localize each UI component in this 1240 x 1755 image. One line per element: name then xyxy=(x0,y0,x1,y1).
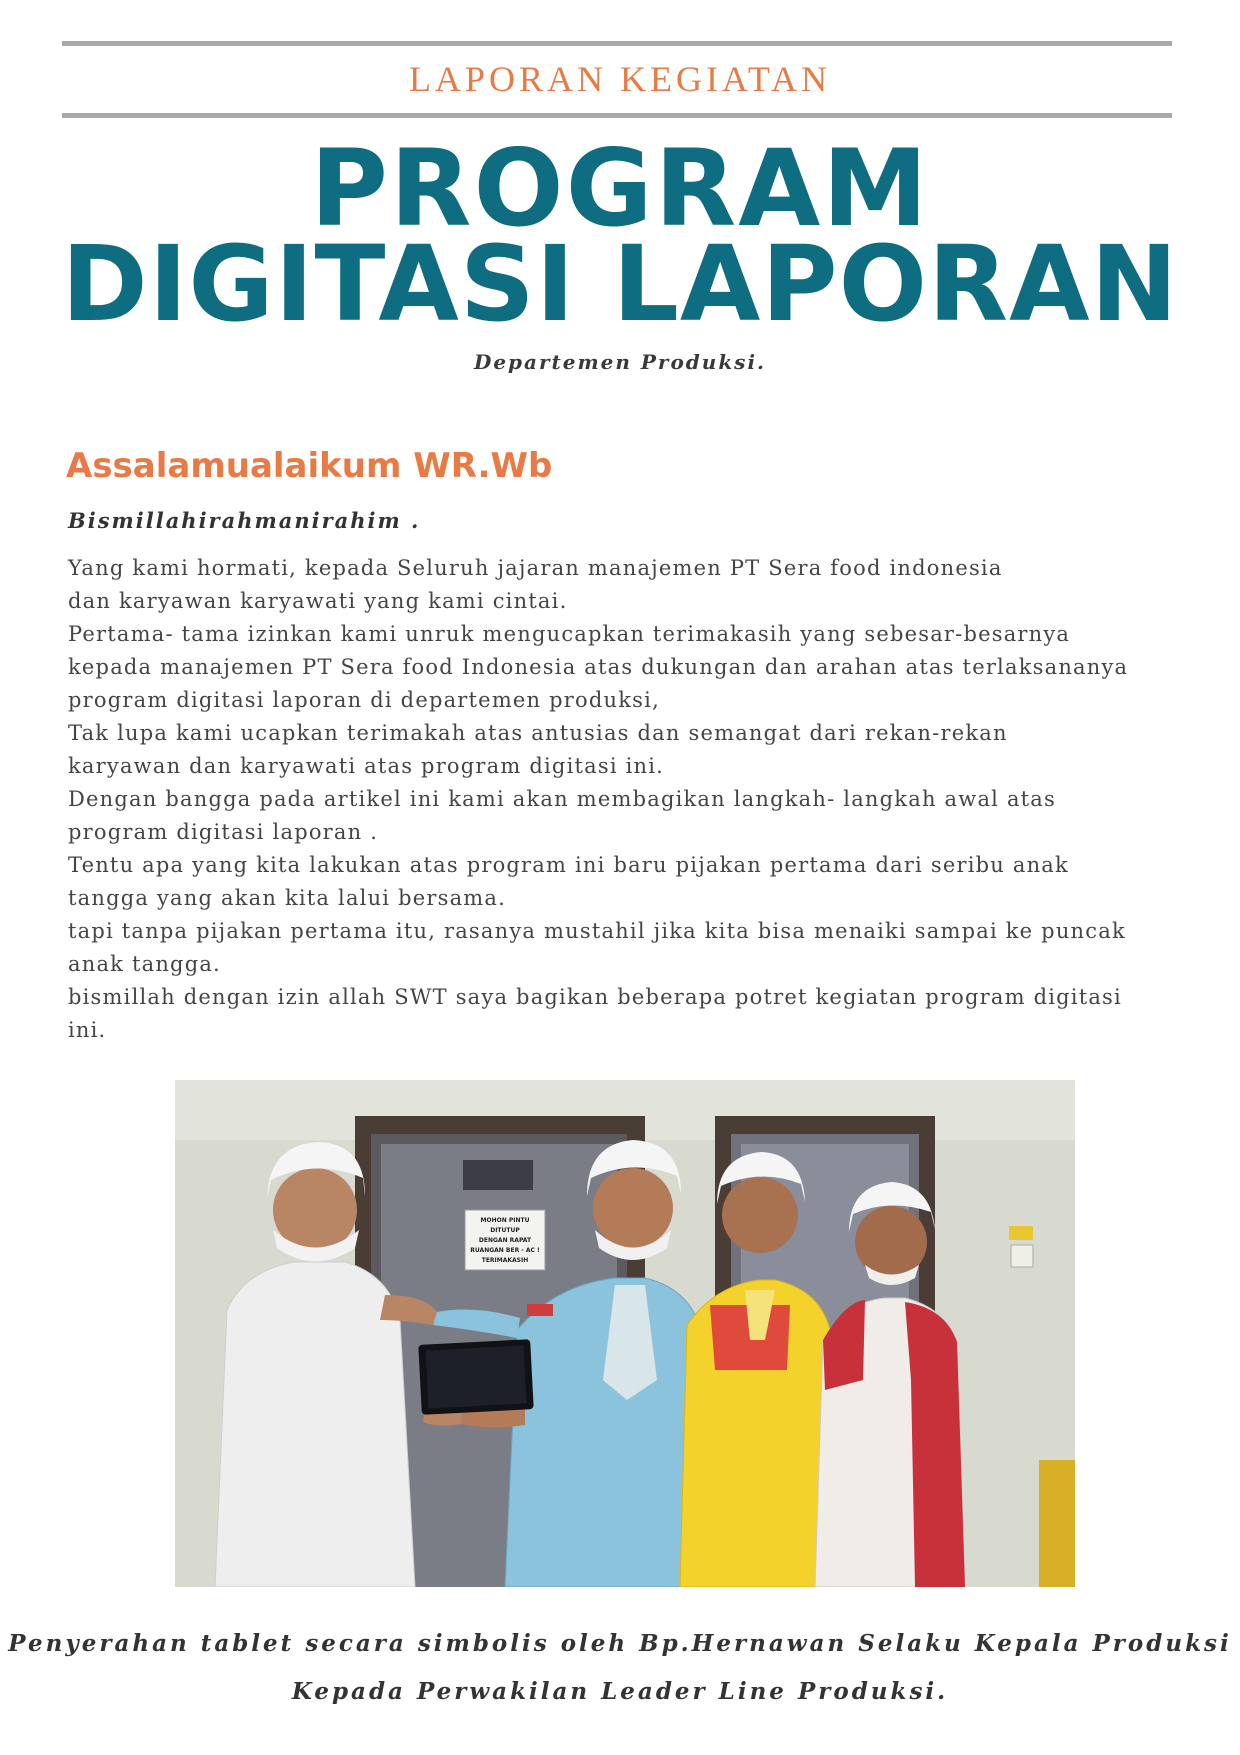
tablet xyxy=(418,1339,534,1415)
body-line: dan karyawan karyawati yang kami cintai. xyxy=(68,589,568,613)
body-line: Tak lupa kami ucapkan terimakah atas antusias dan semangat dari rekan-rekan xyxy=(68,721,1008,745)
body-line: program digitasi laporan di departemen produksi, xyxy=(68,688,660,712)
header-top-rule xyxy=(62,41,1172,46)
door-sign-text: RUANGAN BER - AC ! xyxy=(470,1247,540,1254)
body-line: kepada manajemen PT Sera food Indonesia atas dukungan dan arahan atas terlaksananya xyxy=(68,655,1129,679)
body-line: bismillah dengan izin allah SWT saya bagikan beberapa potret kegiatan program digitasi xyxy=(68,985,1122,1009)
header-bottom-rule xyxy=(62,113,1172,118)
photo-caption-line1: Penyerahan tablet secara simbolis oleh Bp.Hernawan Selaku Kepala Produksi xyxy=(8,1630,1232,1657)
page-title-line1: PROGRAM xyxy=(310,127,930,250)
body-line: Yang kami hormati, kepada Seluruh jajaran manajemen PT Sera food indonesia xyxy=(68,556,1003,580)
body-line: tapi tanpa pijakan pertama itu, rasanya mustahil jika kita bisa menaiki sampai ke puncak xyxy=(68,919,1126,943)
body-line: anak tangga. xyxy=(68,952,221,976)
body-line: Pertama- tama izinkan kami unruk mengucapkan terimakasih yang sebesar-besarnya xyxy=(68,622,1071,646)
report-kicker: LAPORAN KEGIATAN xyxy=(408,59,832,99)
door-sign-text: DITUTUP xyxy=(490,1227,520,1234)
body-line: Tentu apa yang kita lakukan atas program ini baru pijakan pertama dari seribu anak xyxy=(68,853,1069,877)
body-line: ini. xyxy=(68,1018,107,1042)
tablet-handover-photo xyxy=(175,1080,1075,1587)
door-sign-text: MOHON PINTU xyxy=(480,1217,530,1224)
body-line: karyawan dan karyawati atas program digitasi ini. xyxy=(68,754,665,778)
article-body xyxy=(68,552,1198,1047)
page-title-line2: DIGITASI LAPORAN xyxy=(61,223,1179,345)
door-sign-text: TERIMAKASIH xyxy=(481,1257,529,1264)
photo-caption-line2: Kepada Perwakilan Leader Line Produksi. xyxy=(291,1678,949,1705)
department-subtitle: Departemen Produksi. xyxy=(473,350,767,374)
body-line: Dengan bangga pada artikel ini kami akan membagikan langkah- langkah awal atas xyxy=(68,787,1057,811)
door-sign-text: DENGAN RAPAT xyxy=(478,1237,532,1244)
body-line: program digitasi laporan . xyxy=(68,820,379,844)
body-line: tangga yang akan kita lalui bersama. xyxy=(68,886,507,910)
opening-phrase: Bismillahirahmanirahim . xyxy=(68,508,421,533)
greeting-heading: Assalamualaikum WR.Wb xyxy=(66,446,553,486)
